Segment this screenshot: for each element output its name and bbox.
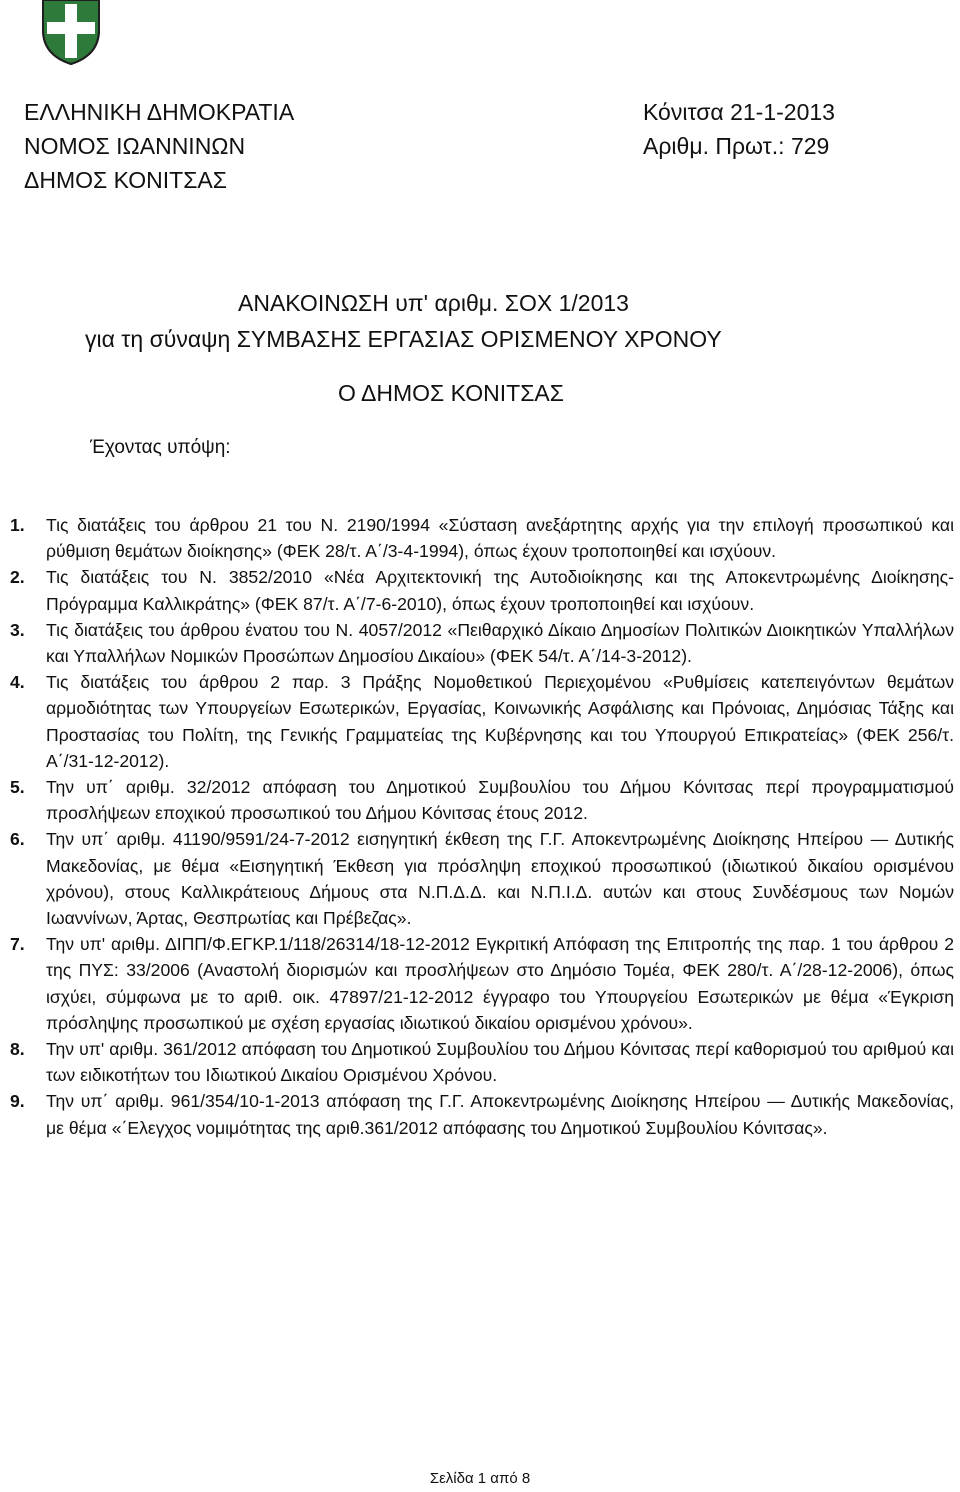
item-text: Τις διατάξεις του άρθρου 2 παρ. 3 Πράξης Νομοθετικού Περιεχομένου «Ρυθμίσεις κατεπειγόντων θεμάτων αρμοδιότητας των Υπουργείων Εσωτερικών, Εργασίας, Κοινωνικής Ασφάλισης και Πρόνοιας, Δημόσιας Τάξης και Προστασίας του Πολίτη, της Γενικής Γραμματείας της Κυβέρνησης και του Υπουργού Επικρατείας» (ΦΕΚ 256/τ. Α΄/31-12-2012). — [46, 672, 954, 771]
list-item — [10, 774, 954, 826]
item-number: 2. — [10, 567, 25, 588]
item-text: Την υπ΄ αριθμ. 41190/9591/24-7-2012 εισηγητική έκθεση της Γ.Γ. Αποκεντρωμένης Διοίκησης Ηπείρου — Δυτικής Μακεδονίας, με θέμα «Εισηγητική Έκθεση για πρόσληψη εποχικού προσωπικού (ιδιωτικού δικαίου ορισμένου χρόνου), στους Καλλικράτειους Δήμους στα Ν.Π.Δ.Δ. και Ν.Π.Ι.Δ. αυτών και στους Συνδέσμους των Νομών Ιωαννίνων, Άρτας, Θεσπρωτίας και Πρέβεζας». — [46, 829, 954, 929]
page-number: Σελίδα 1 από 8 — [429, 1470, 531, 1487]
list-item — [10, 1036, 954, 1088]
item-number: 9. — [10, 1091, 25, 1112]
item-number: 7. — [10, 934, 25, 955]
item-text: Τις διατάξεις του Ν. 3852/2010 «Νέα Αρχιτεκτονική της Αυτοδιοίκησης και της Αποκεντρωμένης Διοίκησης- Πρόγραμμα Καλλικράτης» (ΦΕΚ 87/τ. Α΄/7-6-2010), όπως έχουν τροποποιηθεί και ισχύουν. — [46, 567, 954, 614]
item-text: Την υπ΄ αριθμ. 961/354/10-1-2013 απόφαση της Γ.Γ. Αποκεντρωμένης Διοίκησης Ηπείρου — Δυτικής Μακεδονίας, με θέμα «΄Ελεγχος νομιμότητας της αριθ.361/2012 απόφασης του Δημοτικού Συμβουλίου Κόνιτσας». — [46, 1091, 954, 1138]
list-item — [10, 931, 954, 1036]
list-item — [10, 617, 954, 669]
document-date: Κόνιτσα 21-1-2013 — [643, 99, 835, 125]
list-item — [10, 1088, 954, 1140]
item-text: Την υπ' αριθμ. 361/2012 απόφαση του Δημοτικού Συμβουλίου του Δήμου Κόνιτσας περί καθορισμού του αριθμού και των ειδικοτήτων του Ιδιωτικού Δικαίου Ορισμένου Χρόνου. — [46, 1039, 954, 1086]
issuer-country: ΕΛΛΗΝΙΚΗ ΔΗΜΟΚΡΑΤΙΑ — [24, 99, 295, 125]
issuer-municipality: ΔΗΜΟΣ ΚΟΝΙΤΣΑΣ — [24, 167, 227, 193]
item-number: 3. — [10, 619, 25, 640]
item-text: Την υπ' αριθμ. ΔΙΠΠ/Φ.ΕΓΚΡ.1/118/26314/18-12-2012 Εγκριτική Απόφαση της Επιτροπής της παρ. 1 του άρθρου 2 της ΠΥΣ: 33/2006 (Αναστολή διορισμών και προσλήψεων στο Δημόσιο Τομέα, ΦΕΚ 280/τ. Α΄/28-12-2006), όπως ισχύει, σύμφωνα με το αριθ. οικ. 47897/21-12-2012 έγγραφο του Υπουργείου Εσωτερικών με θέμα «Έγκριση πρόσληψης προσωπικού με σχέση εργασίας ιδιωτικού δικαίου ορισμένου χρόνου». — [46, 934, 954, 1033]
list-item — [10, 564, 954, 616]
item-text: Την υπ΄ αριθμ. 32/2012 απόφαση του Δημοτικού Συμβουλίου του Δήμου Κόνιτσας περί προγραμματισμού προσλήψεων εποχικού προσωπικού του Δήμου Κόνιτσας έτους 2012. — [46, 777, 954, 824]
list-item — [10, 826, 954, 931]
item-number: 8. — [10, 1039, 25, 1060]
issuer-block — [24, 95, 294, 197]
item-number: 6. — [10, 829, 25, 850]
announcement-subtitle: για τη σύναψη ΣΥΜΒΑΣΗΣ ΕΡΓΑΣΙΑΣ ΟΡΙΣΜΕΝΟΥ ΧΡΟΝΟΥ — [85, 326, 722, 352]
announcement-title: ΑΝΑΚΟΙΝΩΣΗ υπ' αριθμ. ΣΟΧ 1/2013 — [238, 290, 629, 316]
issuer-prefecture: ΝΟΜΟΣ ΙΩΑΝΝΙΝΩΝ — [24, 133, 246, 159]
date-ref-block — [643, 95, 835, 163]
list-item — [10, 669, 954, 774]
item-number: 4. — [10, 672, 25, 693]
greek-coat-of-arms-icon — [38, 0, 104, 66]
item-text: Τις διατάξεις του άρθρου ένατου του Ν. 4057/2012 «Πειθαρχικό Δίκαιο Δημοσίων Πολιτικών Διοικητικών Υπαλλήλων και Υπαλλήλων Νομικών Προσώπων Δημοσίου Δικαίου» (ΦΕΚ 54/τ. Α΄/14-3-2012). — [46, 619, 954, 667]
considerations-list — [10, 512, 954, 1141]
item-number: 1. — [10, 515, 25, 535]
issuing-authority-heading: Ο ΔΗΜΟΣ ΚΟΝΙΤΣΑΣ — [338, 380, 564, 406]
preamble: Έχοντας υπόψη: — [90, 437, 231, 458]
list-item — [10, 512, 954, 564]
item-number: 5. — [10, 777, 25, 798]
protocol-number: Αριθμ. Πρωτ.: 729 — [643, 133, 830, 159]
item-text: Τις διατάξεις του άρθρου 21 του Ν. 2190/1994 «Σύσταση ανεξάρτητης αρχής για την επιλογή προσωπικού και ρύθμιση θεμάτων διοίκησης» (ΦΕΚ 28/τ. Α΄/3-4-1994), όπως έχουν τροποποιηθεί και ισχύουν. — [46, 515, 954, 562]
